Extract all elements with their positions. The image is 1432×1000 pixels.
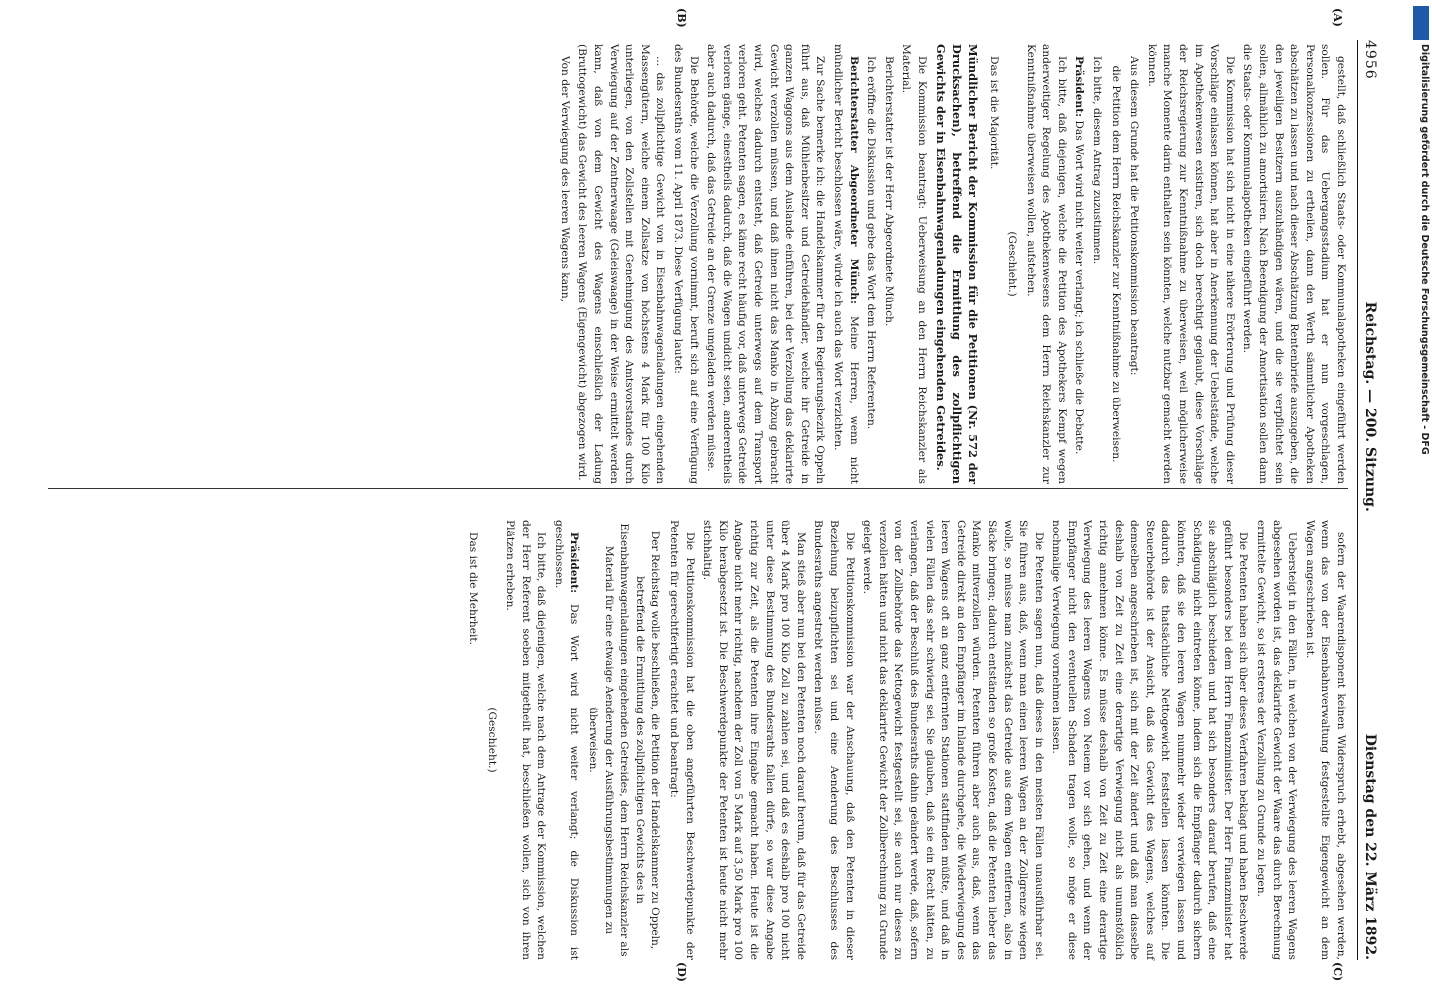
- paragraph: [669, 44, 700, 484]
- paragraph-text: Die Petenten haben sich über dieses Verfahren beklagt und haben Beschwerde geführt besonders bei dem Herrn Finanzminister. Der Herr Finanzminister hat sie abschläglich beschieden und hat sich besonders darauf berufen, daß eine Schädigung nicht eintreten könne, indem sich die Empfänger dadurch sichern könnten, daß sie den leeren Wagen nummehr wieder verwiegen lassen und dadurch das thatsächliche Nettogewicht feststellen lassen könnten. Die Steuerbehörde ist der Ansicht, daß das Gewicht des Wagens, welches auf demselben angeschrieben ist, sich mit der Zeit ändert und daß man dasselbe deshalb von Zeit zu Zeit eine derartige Verwiegung nicht als unumstößlich richtig annehmen könne. Es müsse deshalb von Zeit zu Zeit eine derartige Verwiegung des leeren Wagens von Neuem vor sich gehen, und wenn der Empfänger nicht den eventuellen Schaden tragen wolle, so möge er diese nochmalige Verwiegung vornehmen lassen.: [1050, 520, 1250, 960]
- left-running-title: Reichstag. — 200. Sitzung.: [1362, 301, 1378, 512]
- paragraph-text: Von der Verwiegung des leeren Wagens kann,: [558, 56, 571, 303]
- paragraph-text: Aus diesem Grunde hat die Petitionskommission beantragt:: [1128, 56, 1141, 376]
- paragraph-text: Die Petitionskommission hat die oben angeführten Beschwerdepunkte der Petenten für gerechtfertigt erachtet und beantragt:: [668, 520, 696, 960]
- centered-paragraph: [585, 520, 663, 960]
- right-running-title: Dienstag den 22. März 1892.: [1362, 733, 1378, 960]
- right-column: [462, 520, 1348, 960]
- paragraph-text: Die Behörde, welche die Verzollung vornimmt, beruft sich auf eine Verfügung des Bundesraths vom 11. April 1873. Diese Verfügung lautet:: [672, 44, 700, 484]
- paragraph-text: Das ist die Majorität.: [987, 56, 1000, 170]
- paragraph: [880, 44, 896, 484]
- margin-mark-d: (D): [675, 962, 688, 982]
- paragraph: [699, 520, 808, 960]
- paragraph-text: gestellt, daß schließlich Staats- oder Kommunalapotheken eingeführt werden sollen. Für das Uebergangsstadium hat er nun vorgeschlagen, Personalkonzessionen zu ertheilen, dann den Werth sämmtlicher Apotheken abschätzen zu lassen und nach dieser Abschätzung Rentenbriefe auszugeben, die den jeweiligen Besitzern auszuhändigen wären, und die sie verpflichtet sein sollen, allmählich zu amortisiren. Nach Beendigung der Amortisation sollen dann die Staats- oder Kommunalapotheken eingeführt werden.: [1241, 44, 1347, 484]
- column-divider: [48, 488, 1348, 489]
- paragraph: [464, 520, 480, 960]
- paragraph-text: Das Wort wird nicht weiter verlangt; die Diskussion ist geschlossen.: [552, 520, 581, 960]
- centered-paragraph: [483, 520, 499, 960]
- paragraph-text: (Geschieht.): [1006, 231, 1019, 297]
- speaker-label: Berichterstatter Abgeordneter Münch:: [847, 56, 860, 304]
- margin-mark-a: (A): [1331, 8, 1344, 27]
- centered-paragraph: [1107, 44, 1123, 484]
- margin-mark-b: (B): [675, 8, 688, 28]
- paragraph: [1022, 44, 1069, 484]
- paragraph: [703, 44, 828, 484]
- paragraph: [898, 44, 929, 484]
- speaker-label: Präsident:: [1073, 56, 1086, 118]
- paragraph: [1071, 44, 1087, 484]
- paragraph-text: Ich eröffne die Diskussion und gebe das Wort dem Herrn Referenten.: [865, 56, 878, 430]
- paragraph: [1143, 44, 1237, 484]
- paragraph-text: die Petition dem Herrn Reichskanzler zur Kenntnißnahme zu überweisen.: [1109, 65, 1122, 463]
- paragraph-text: (Geschieht.): [485, 707, 498, 773]
- paragraph-text: Das ist die Mehrheit.: [466, 532, 479, 645]
- paragraph-text: Zur Sache bemerke ich: die Handelskammer für den Regierungsbezirk Oppeln führt aus, daß Mühlenbesitzer und Getreidehändler, welche ihr Getreide in ganzen Waggons aus dem Auslande einführen, bei der Verzollung das deklarirte Gewicht verzollen müssen, und daß ihnen nicht das Manko in Abzug gebracht wird, welches dadurch entsteht, daß Getreide unterwegs auf dem Transport verloren geht. Petenten sagen, es käme recht häufig vor, daß unterwegs Getreide verloren gänge, einestheils dadurch, daß die Wagen undicht seien, anderentheils aber auch dadurch, daß das Getreide an der Grenze umgeladen werden müsse.: [705, 44, 827, 484]
- left-column: [554, 44, 1348, 484]
- paragraph: [550, 520, 581, 960]
- paragraph-text: Meine Herren, wenn nicht mündlicher Bericht beschlossen wäre, würde ich auch das Wort verzichten.: [831, 44, 860, 484]
- paragraph-text: Die Kommission beantragt: Ueberweisung an den Herrn Reichskanzler als Material.: [900, 44, 928, 484]
- paragraph: [1126, 44, 1142, 484]
- paragraph-text: Mündlicher Bericht der Kommission für die Petitionen (Nr. 572 der Drucksachen), betreffend die Ermittlung des zollpflichtigen Gewichts der in Eisenbahnwagenladungen eingehenden Getreides.: [933, 44, 980, 484]
- paragraph-text: Uebersteigt in den Fällen, in welchen von der Verwiegung des leeren Wagens abgesehen worden ist, das deklarirte Gewicht der Waare das durch Berechnung ermittelte Gewicht, so ist ersteres der Verzollung zu Grunde zu legen.: [1255, 520, 1299, 960]
- speaker-label: Präsident:: [568, 532, 581, 594]
- paragraph-text: Der Reichstag wolle beschließen, die Petition der Handelskammer zu Oppeln, betreffend die Ermittlung des zollpflichtigen Gewichts des in Eisenbahnwagenladungen eingehenden Getreides, dem Herrn Reichskanzler als Material für eine etwaige Aenderung der Ausführungsbestimmungen zu überweisen.: [587, 523, 662, 957]
- paragraph-text: Berichterstatter ist der Herr Abgeordnete Münch.: [882, 56, 895, 327]
- page-header: [1357, 40, 1396, 960]
- paragraph-text: Man stieß aber nun bei den Petenten noch darauf herum, daß für das Getreide über 4 Mark pro 100 Kilo Zoll zu zahlen sei, und daß es deshalb pro 100 nicht unter diese Bestimmung des Bundesraths fallen dürfe, so war diese Angabe richtig zur Zeit, als die Petenten ihre Eingabe gemacht haben. Heute ist die Angabe nicht mehr richtig, nachdem der Zoll von 5 Mark auf 3,50 Mark pro 100 Kilo herabgesetzt ist. Die Beschwerdepunkte der Petenten ist heute nicht mehr stichhaltig.: [701, 520, 807, 960]
- section-title: [933, 44, 981, 484]
- paragraph: [1089, 44, 1105, 484]
- paragraph: [1252, 520, 1299, 960]
- margin-mark-c: (C): [1331, 962, 1344, 982]
- paragraph: [574, 44, 668, 484]
- paragraph-text: Die Kommission hat sich nicht in eine nähere Erörterung und Prüfung dieser Vorschläge einlassen können, hat aber in Anerkennung der Uebelstände, welche im Apothekenwesen existiren, sich doch berechtigt geglaubt, diese Vorschläge der Reichsregierung zur Kenntnißnahme zu überweisen, weil möglicherweise manche Momente darin enthalten sein könnten, welche nutzbar gemacht werden können.: [1145, 44, 1236, 484]
- centered-paragraph: [1004, 44, 1020, 484]
- paragraph: [810, 520, 857, 960]
- paragraph-text: sofern der Waarendisponent keinen Widerspruch erhebt, abgesehen werden, wenn das von der Eisenbahnverwaltung festgestellte Eigengewicht an dem Wagen angeschrieben ist.: [1303, 520, 1347, 960]
- paragraph: [863, 44, 879, 484]
- paragraph: [985, 44, 1001, 484]
- dfg-credit-text: Digitalisierung gefördert durch die Deutsche Forschungsgemeinschaft - DFG: [1419, 44, 1430, 455]
- paragraph: [665, 520, 696, 960]
- paragraph: [556, 44, 572, 484]
- paragraph: [1048, 520, 1251, 960]
- paragraph-text: Die Petitionskommission war der Anschauung, daß den Petenten in dieser Beziehung beizupflichten sei und eine Aenderung des Beschlusses des Bundesraths angestrebt werden müsse.: [812, 520, 856, 960]
- paragraph: [859, 520, 1046, 960]
- page-number: 4956: [1362, 40, 1378, 80]
- paragraph-text: ... das zollpflichtige Gewicht von in Eisenbahnwagenladungen eingehenden Massengütern, welche einem Zollsatze von höchstens 4 Mark für 100 Kilo unterliegen, von den Zollstellen mit Genehmigung des Amtsvorstandes durch Verwiegung auf der Zentnerwaage (Geleiswaage) in der Weise ermittelt werden kann, daß von dem Gewicht des Wagens einschließlich der Ladung (Bruttogewicht) das Gewicht des leeren Wagens (Eigengewicht) abgezogen wird.: [576, 44, 667, 484]
- paragraph-text: Das Wort wird nicht weiter verlangt; ich schließe die Debatte.: [1073, 117, 1086, 455]
- paragraph-text: Ich bitte, diesem Antrag zuzustimmen.: [1091, 56, 1104, 265]
- paragraph-text: Ich bitte, daß diejenigen, welche die Petition des Apothekers Kempf wegen anderweitiger Regelung des Apothekenwesens dem Herrn Reichskanzler zur Kenntnißnahme überweisen wollen, aufstehen.: [1024, 44, 1068, 484]
- dfg-logo-badge: [1413, 6, 1429, 40]
- paragraph: [502, 520, 549, 960]
- paragraph: [829, 44, 860, 484]
- paragraph-text: Ich bitte, daß diejenigen, welche nach dem Antrage der Kommission, welchen der Herr Referent soeben mitgetheilt hat, beschließen wollen, sich von ihren Plätzen erheben.: [504, 520, 548, 960]
- paragraph: [1301, 520, 1348, 960]
- paragraph: [1239, 44, 1348, 484]
- paragraph-text: Die Petenten sagen nun, daß dieses in den meisten Fällen unausführbar sei. Sie führen aus, daß, wenn man einen leeren Wagen an der Zollgrenze wiegen wolle, so müsse man zunächst das Getreide aus dem Wagen entfernen, also in Säcke bringen; dadurch entständen so große Kosten, daß die Petenten lieber das Manko mitverzollen würden. Petenten führen aber auch aus, daß, wenn das Getreide direkt an den Empfänger im Inlande durchgehe, die Wiederwiegung des leeren Wagens oft an ganz entfernten Stationen stattfinden müßte, und daß in vielen Fällen das sehr schwierig sei. Sie glauben, daß sie ein Recht hätten, zu verlangen, daß der Beschluß des Bundesraths dahin geändert werde, daß, sofern von der Zollbehörde das Nettogewicht festgestellt sei, sie auch nur dieses zu verzollen hätten und nicht das deklarirte Gewicht der Zollberechnung zu Grunde gelegt werde.: [861, 520, 1045, 960]
- dfg-side-strip: [1410, 0, 1432, 1000]
